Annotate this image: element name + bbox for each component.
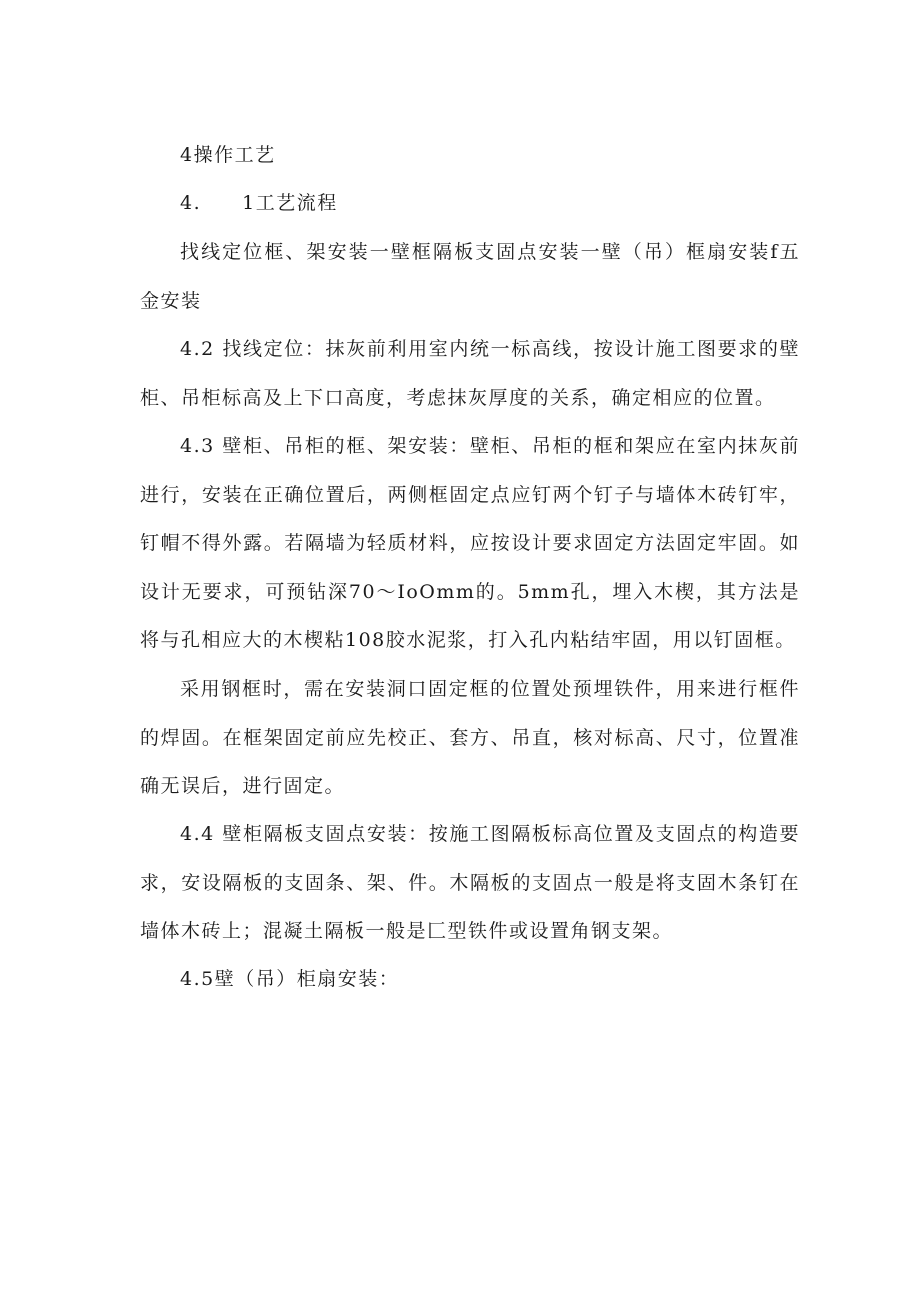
paragraph-steel-frame: 采用钢框时，需在安装洞口固定框的位置处预埋铁件，用来进行框件的焊固。在框架固定前应先校正、套方、吊直，核对标高、尺寸，位置准确无误后，进行固定。 <box>140 678 800 797</box>
subsection-title-4-1: 4. 1工艺流程 <box>180 192 338 214</box>
section-title: 4操作工艺 <box>180 144 276 166</box>
process-flow-paragraph: 找线定位框、架安装一壁框隔板支固点安装一壁（吊）框扇安装f五金安装 <box>140 241 800 312</box>
paragraph-4-4: 4.4 壁柜隔板支固点安装：按施工图隔板标高位置及支固点的构造要求，安设隔板的支固条、架、件。木隔板的支固点一般是将支固木条钉在墙体木砖上；混凝土隔板一般是匚型铁件或设置角钢支架。 <box>140 823 800 942</box>
subsection-title-4-5: 4.5壁（吊）柜扇安装： <box>180 968 400 990</box>
paragraph-4-3: 4.3 壁柜、吊柜的框、架安装：壁柜、吊柜的框和架应在室内抹灰前进行，安装在正确位置后，两侧框固定点应钉两个钉子与墙体木砖钉牢，钉帽不得外露。若隔墙为轻质材料，应按设计要求固定方法固定牢固。如设计无要求，可预钻深70～IoOmm的。5mm孔，埋入木楔，其方法是将与孔相应大的木楔粘108胶水泥浆，打入孔内粘结牢固，用以钉固框。 <box>140 435 800 651</box>
paragraph-4-2: 4.2 找线定位：抹灰前利用室内统一标高线，按设计施工图要求的壁柜、吊柜标高及上下口高度，考虑抹灰厚度的关系，确定相应的位置。 <box>140 338 800 409</box>
